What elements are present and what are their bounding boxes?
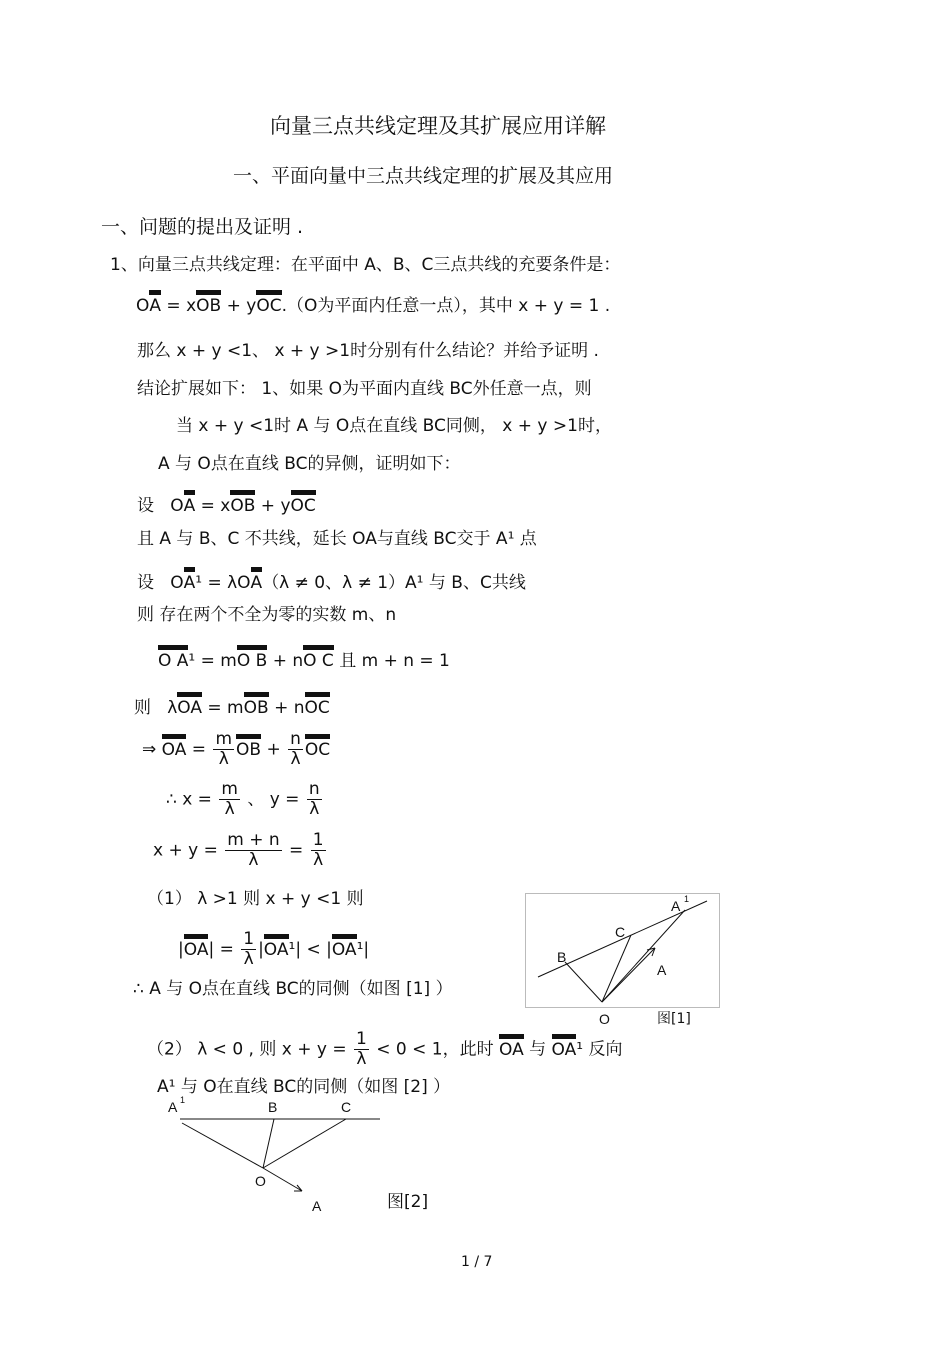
xy-sum-label: x + y =: [153, 840, 218, 861]
label-c-2: C: [341, 1099, 352, 1115]
theorem-statement: 1、向量三点共线定理：在平面中 A、B、C三点共线的充要条件是：: [110, 255, 621, 275]
vector-oa-2: [263, 1168, 302, 1191]
proof-eq-mn: O A¹ = mO B + nO C 且 m + n = 1: [158, 645, 450, 671]
label-o: O: [599, 1011, 610, 1027]
set-label: 设: [137, 496, 154, 516]
case2-mid: < 0 < 1，此时: [376, 1039, 494, 1060]
proof-lambda-eq: 则 λOA = mOB + nOC: [134, 692, 330, 718]
proof-then-line: 则 存在两个不全为零的实数 m、n: [137, 605, 397, 625]
arrowhead-oa-2: [294, 1185, 302, 1191]
figure-2-caption: 图[2]: [387, 1192, 429, 1212]
equation-collinear: OA = xOB + yOC.（O为平面内任意一点），其中 x + y = 1 .: [136, 290, 610, 316]
sep-y: 、 y =: [247, 789, 300, 810]
case2-tail: 反向: [588, 1039, 623, 1060]
label-b-2: B: [268, 1099, 278, 1115]
doc-title: 向量三点共线定理及其扩展应用详解: [270, 114, 606, 138]
label-a1-sup: 1: [684, 894, 690, 904]
proof-and-line: 且 A 与 B、C 不共线，延长 OA与直线 BC交于 A¹ 点: [137, 529, 537, 549]
equation-tail: .（O为平面内任意一点），其中 x + y = 1 .: [281, 296, 611, 316]
set-label-2: 设: [137, 573, 154, 593]
case2-with: 与: [529, 1039, 547, 1060]
label-a1-2: A: [168, 1099, 178, 1115]
case-line: 当 x + y <1时 A 与 O点在直线 BC同侧， x + y >1时，: [176, 416, 612, 436]
proof-set-2: 设 OA¹ = λOA（λ ≠ 0、λ ≠ 1）A¹ 与 B、C共线: [137, 567, 526, 593]
figure-2-diagram: [160, 1095, 390, 1215]
segment-ob: [565, 962, 602, 1002]
proof-set-1: 设 OA = xOB + yOC: [137, 490, 316, 516]
segment-oa1-2: [182, 1123, 263, 1168]
case-1-conclusion: ∴ A 与 O点在直线 BC的同侧（如图 [1] ）: [133, 979, 453, 999]
question-line: 那么 x + y <1、 x + y >1时分别有什么结论？并给予证明 .: [137, 341, 599, 361]
case-line-2: A 与 O点在直线 BC的异侧，证明如下：: [158, 454, 461, 474]
vector-oa: [602, 948, 655, 1002]
segment-oc: [602, 935, 631, 1002]
label-o-2: O: [255, 1173, 266, 1189]
then-label: 则: [134, 698, 151, 718]
segment-ob-2: [263, 1119, 274, 1168]
figure-1-frame: [526, 894, 720, 1008]
proof-sum: x + y = $\frac{m + n}{\lambda}$ = $\frac{1}{\lambda}$: [153, 830, 324, 870]
section-heading: 一、问题的提出及证明 .: [101, 216, 304, 238]
case-2: （2） λ < 0 , 则 x + y = $\frac{1}{\lambda}$ < 0 < 1，此时 OA 与 OA¹ 反向: [147, 1029, 623, 1069]
proof-implies: ⇒ OA = $\frac{m}{\lambda}$ OB + $\frac{n}{\lambda}$ OC: [142, 729, 331, 769]
segment-oc-2: [263, 1119, 346, 1168]
figure-1-caption: 图[1]: [657, 1011, 691, 1027]
therefore-x: ∴ x =: [166, 789, 212, 810]
conclusion-line: 结论扩展如下： 1、如果 O为平面内直线 BC外任意一点，则: [137, 379, 592, 399]
case-1: （1） λ >1 则 x + y <1 则: [147, 889, 364, 909]
label-a-2: A: [312, 1198, 322, 1214]
label-a1-sup-2: 1: [180, 1095, 186, 1105]
label-a: A: [657, 962, 667, 978]
doc-subtitle: 一、平面向量中三点共线定理的扩展及其应用: [233, 165, 614, 187]
set2-tail: （λ ≠ 0、λ ≠ 1）A¹ 与 B、C共线: [262, 573, 526, 593]
case-1-magnitude: |OA| = $\frac{1}{\lambda}$ |OA¹| < |OA¹|: [178, 929, 370, 969]
and-mn: 且 m + n = 1: [339, 651, 450, 671]
label-a1: A: [671, 898, 681, 914]
label-c: C: [615, 924, 626, 940]
label-b: B: [557, 949, 567, 965]
page-number: 1 / 7: [461, 1254, 493, 1270]
proof-therefore: ∴ x = $\frac{m}{\lambda}$ 、 y = $\frac{n}{\lambda}$: [166, 779, 320, 819]
case2-label: （2） λ < 0 , 则 x + y =: [147, 1039, 347, 1060]
case-2-line-2: A¹ 与 O在直线 BC的同侧（如图 [2] ）: [157, 1077, 451, 1097]
implies-symbol: ⇒: [142, 739, 157, 760]
